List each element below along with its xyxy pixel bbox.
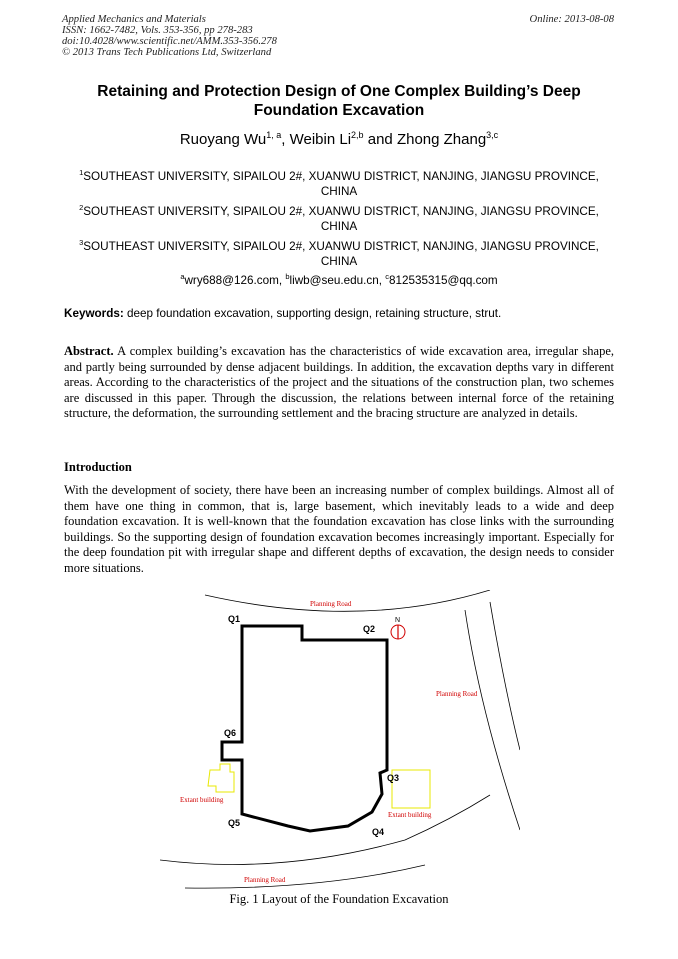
email-separator: , (378, 273, 386, 287)
journal-header (62, 14, 277, 58)
point-label-q2: Q2 (363, 624, 376, 634)
road-label-top: Planning Road (310, 600, 352, 608)
author-list (62, 130, 616, 148)
copyright-line: © 2013 Trans Tech Publications Ltd, Switzerland (62, 47, 272, 58)
email-list (62, 272, 616, 287)
road-label-bottom: Planning Road (244, 876, 286, 884)
extant-building-label-right: Extant building (388, 811, 432, 819)
point-label-q1: Q1 (228, 614, 241, 624)
keywords-text: deep foundation excavation, supporting design, retaining structure, strut. (123, 307, 502, 320)
extant-building-label-left: Extant building (180, 796, 224, 804)
issn-line: ISSN: 1662-7482, Vols. 353-356, pp 278-283 (62, 25, 253, 36)
email-superscript: c (385, 272, 389, 281)
abstract (64, 344, 614, 422)
author-superscript: 3,c (486, 130, 499, 140)
author-separator: , (281, 131, 290, 148)
affiliation-number: 1 (79, 168, 84, 177)
road-label-right: Planning Road (436, 690, 478, 698)
point-label-q3: Q3 (387, 773, 400, 783)
abstract-text: A complex building’s excavation has the characteristics of wide excavation area, irregular shape, and partly being surrounded by dense adjacent buildings. In addition, the excavation depths vary in different areas. According to the characteristics of the project and the situations of the construction plan, two schemes are discussed in this paper. Through the discussion, the relations between internal force of the retaining structure, the deformation, the surrounding settlement and the bracing structure are analyzed in details. (64, 344, 614, 421)
author-name: Zhong Zhang (396, 131, 487, 148)
author-name: Weibin Li (289, 131, 352, 148)
email-address: wry688@126.com (184, 273, 279, 287)
affiliation-text: SOUTHEAST UNIVERSITY, SIPAILOU 2#, XUANWU DISTRICT, NANJING, JIANGSU PROVINCE, CHINA (83, 169, 599, 198)
excavation-outline (222, 626, 387, 831)
introduction-paragraph: With the development of society, there have been an increasing number of complex buildings. Almost all of them have one thing in common, that is, large basement, which inevitably leads to a wide and deep foundation excavation. It is well-known that the foundation excavation has close links with the surrounding buildings. So the supporting design of foundation excavation becomes increasingly important. Especially for the deep foundation pit with irregular shape and different depths of excavation, the design needs to consider more situations. (64, 483, 614, 575)
author-name: Ruoyang Wu (179, 131, 267, 148)
author-superscript: 1, a (266, 130, 282, 140)
point-label-q5: Q5 (228, 818, 241, 828)
author-separator: and (363, 131, 397, 148)
section-heading-introduction: Introduction (64, 460, 132, 474)
affiliation (62, 165, 616, 199)
road-edge-line (465, 610, 520, 830)
extant-building-left (208, 764, 234, 792)
figure-caption: Fig. 1 Layout of the Foundation Excavation (229, 892, 449, 906)
affiliation-text: SOUTHEAST UNIVERSITY, SIPAILOU 2#, XUANWU DISTRICT, NANJING, JIANGSU PROVINCE, CHINA (83, 239, 599, 268)
email-separator: , (278, 273, 286, 287)
doi-line: doi:10.4028/www.scientific.net/AMM.353-356.278 (62, 36, 277, 47)
email-superscript: b (285, 272, 290, 281)
online-date: Online: 2013-08-08 (529, 14, 614, 25)
affiliation (62, 235, 616, 269)
figure-layout (160, 590, 520, 890)
journal-name: Applied Mechanics and Materials (62, 14, 206, 25)
paper-title: Retaining and Protection Design of One Complex Building’s Deep Foundation Excavation (97, 83, 581, 119)
road-edge-line (185, 865, 425, 888)
affiliation-number: 3 (79, 238, 84, 247)
email-address: liwb@seu.edu.cn (289, 273, 379, 287)
excavation-layout-drawing (160, 590, 520, 890)
north-label: N (395, 617, 401, 624)
keywords (64, 307, 616, 320)
point-label-q6: Q6 (224, 728, 237, 738)
author-superscript: 2,b (351, 130, 364, 140)
email-superscript: a (180, 272, 185, 281)
affiliation-number: 2 (79, 203, 84, 212)
affiliation (62, 200, 616, 234)
affiliation-text: SOUTHEAST UNIVERSITY, SIPAILOU 2#, XUANWU DISTRICT, NANJING, JIANGSU PROVINCE, CHINA (83, 204, 599, 233)
point-label-q4: Q4 (372, 827, 385, 837)
email-address: 812535315@qq.com (388, 273, 498, 287)
abstract-label: Abstract. (64, 344, 114, 358)
road-edge-line (490, 602, 520, 750)
keywords-label: Keywords: (64, 307, 124, 320)
